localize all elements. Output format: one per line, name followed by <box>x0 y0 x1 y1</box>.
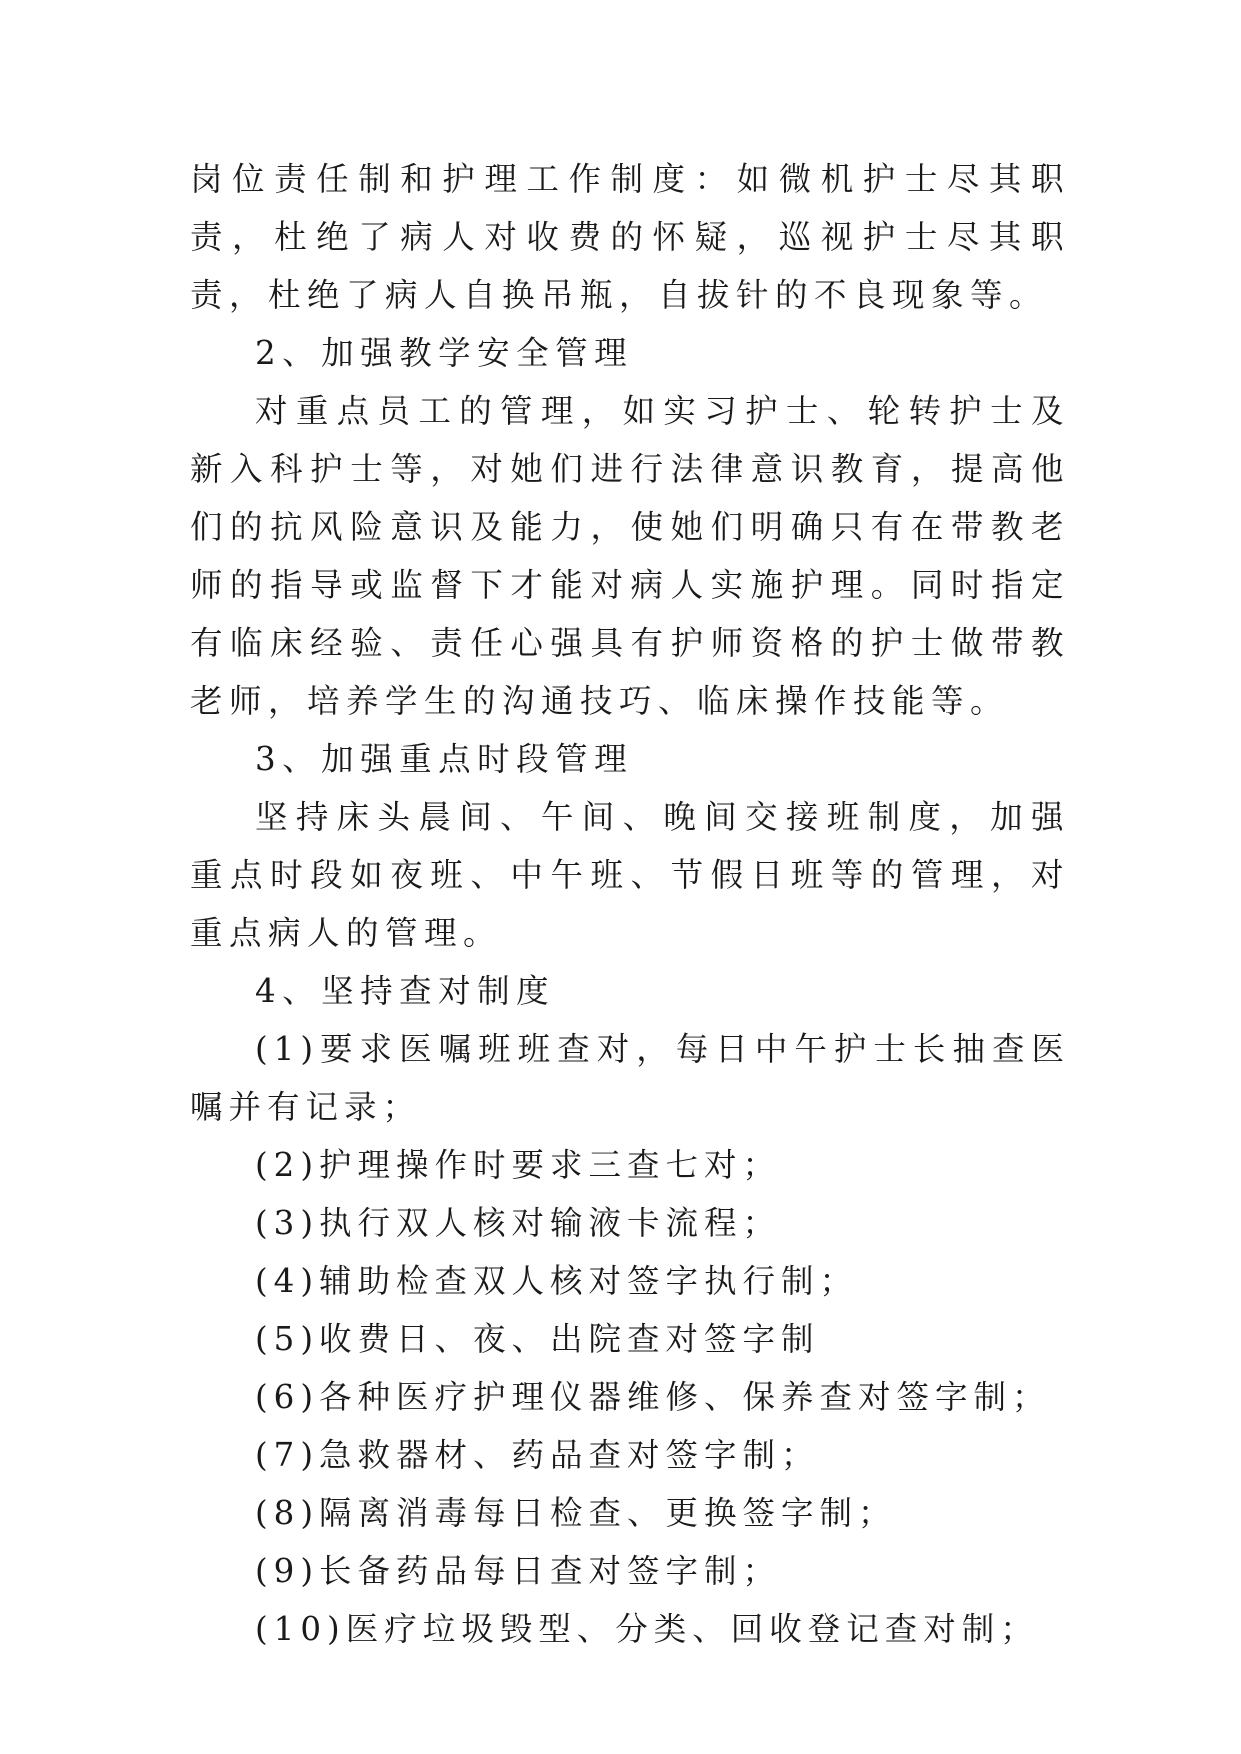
list-item: (9)长备药品每日查对签字制； <box>255 1552 782 1590</box>
paragraph-key-periods: 坚持床头晨间、午间、晚间交接班制度，加强重点时段如夜班、中午班、节假日班等的管理，对重点病人的管理。 <box>190 798 1070 952</box>
list-item: (7)急救器材、药品查对签字制； <box>255 1436 820 1474</box>
list-item: (1)要求医嘱班班查对，每日中午护士长抽查医嘱并有记录； <box>190 1030 1070 1126</box>
list-item: (6)各种医疗护理仪器维修、保养查对签字制； <box>255 1378 1051 1416</box>
checking-list <box>190 1020 1070 1658</box>
heading-key-periods: 3、加强重点时段管理 <box>255 740 634 778</box>
list-item: (2)护理操作时要求三查七对； <box>255 1146 782 1184</box>
paragraph-continuation: 岗位责任制和护理工作制度：如微机护士尽其职责，杜绝了病人对收费的怀疑，巡视护士尽其职责，杜绝了病人自换吊瓶，自拔针的不良现象等。 <box>190 160 1070 314</box>
heading-teaching-safety: 2、加强教学安全管理 <box>255 334 634 372</box>
list-item: (8)隔离消毒每日检查、更换签字制； <box>255 1494 897 1532</box>
list-item: (10)医疗垃圾毁型、分类、回收登记查对制； <box>255 1610 1039 1648</box>
heading-checking-system: 4、坚持查对制度 <box>255 972 556 1010</box>
document-body <box>190 150 1070 1658</box>
paragraph-teaching-safety: 对重点员工的管理，如实习护士、轮转护士及新入科护士等，对她们进行法律意识教育，提高他们的抗风险意识及能力，使她们明确只有在带教老师的指导或监督下才能对病人实施护理。同时指定有临床经验、责任心强具有护师资格的护士做带教老师，培养学生的沟通技巧、临床操作技能等。 <box>190 392 1070 720</box>
list-item: (5)收费日、夜、出院查对签字制 <box>255 1320 820 1358</box>
list-item: (3)执行双人核对输液卡流程； <box>255 1204 782 1242</box>
list-item: (4)辅助检查双人核对签字执行制； <box>255 1262 859 1300</box>
